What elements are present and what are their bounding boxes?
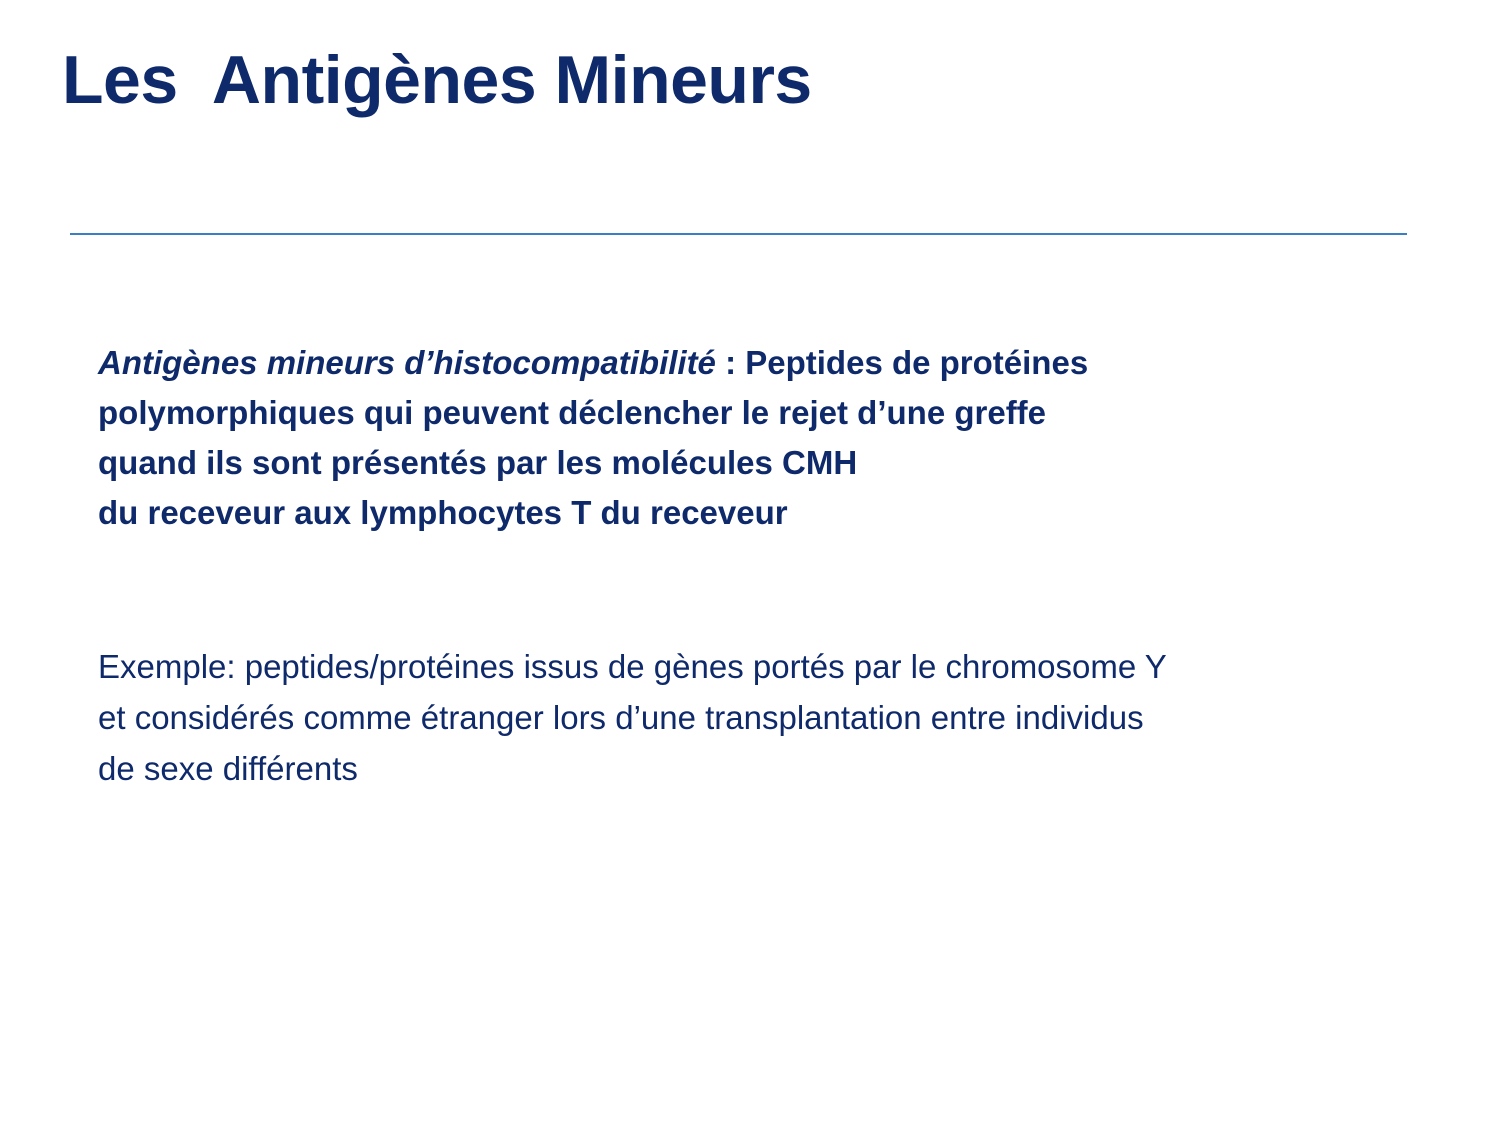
slide-title: Les Antigènes Mineurs bbox=[62, 42, 812, 118]
definition-line-3: quand ils sont présentés par les molécules CMH bbox=[98, 444, 858, 481]
definition-line-1-rest: : Peptides de protéines bbox=[715, 344, 1089, 381]
example-line-3: de sexe différents bbox=[98, 750, 358, 787]
definition-line-2: polymorphiques qui peuvent déclencher le rejet d’une greffe bbox=[98, 394, 1047, 431]
definition-term: Antigènes mineurs d’histocompatibilité bbox=[98, 344, 716, 381]
example-line-1: Exemple: peptides/protéines issus de gènes portés par le chromosome Y bbox=[98, 648, 1167, 685]
definition-line-1 bbox=[98, 338, 1348, 388]
example-line-2: et considérés comme étranger lors d’une transplantation entre individus bbox=[98, 699, 1144, 736]
example-paragraph bbox=[98, 641, 1398, 794]
definition-line-4: du receveur aux lymphocytes T du receveur bbox=[98, 494, 788, 531]
definition-paragraph bbox=[98, 338, 1348, 538]
title-divider bbox=[70, 233, 1407, 235]
